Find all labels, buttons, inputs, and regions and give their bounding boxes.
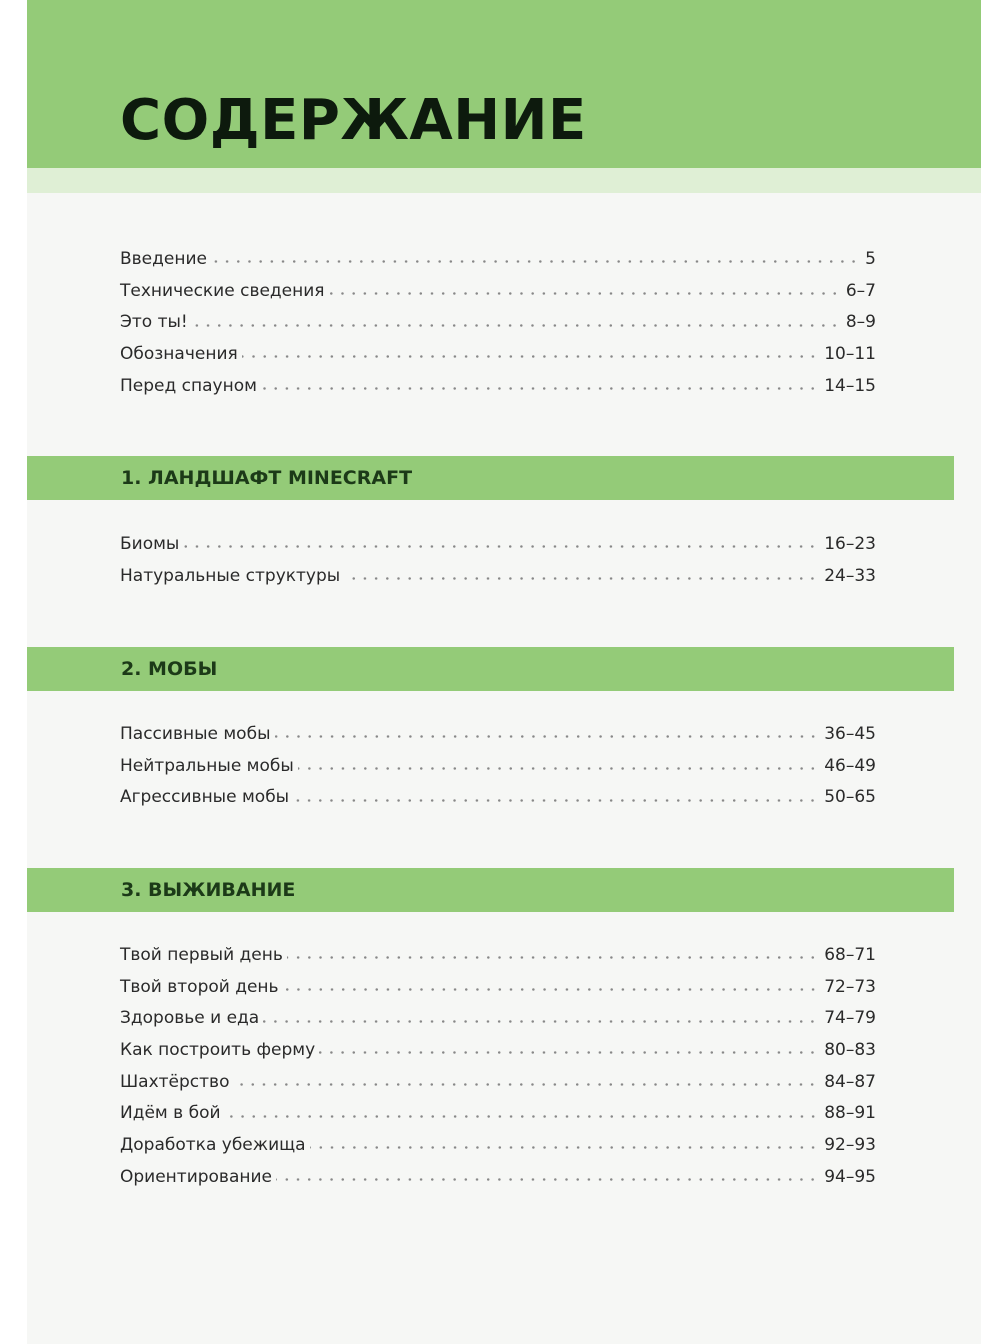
dot-leader <box>310 1146 819 1149</box>
dot-leader <box>192 324 840 327</box>
toc-entry-label: Нейтральные мобы <box>120 755 294 776</box>
dot-leader <box>283 988 819 991</box>
toc-entry-build-farm[interactable] <box>120 1034 876 1066</box>
dot-leader <box>211 260 859 263</box>
toc-entry-legend[interactable] <box>120 338 876 370</box>
section-title: 2. МОБЫ <box>121 658 218 680</box>
toc-entry-label: Перед спауном <box>120 375 257 396</box>
toc-entry-label: Здоровье и еда <box>120 1008 260 1029</box>
toc-entry-label: Технические сведения <box>120 280 325 301</box>
toc-section-3-list <box>120 939 876 1193</box>
toc-entry-biomes[interactable] <box>120 528 876 560</box>
dot-leader <box>329 292 840 295</box>
toc-entry-neutral-mobs[interactable] <box>120 750 876 782</box>
dot-leader <box>276 1178 818 1181</box>
section-header-landscape[interactable] <box>27 456 954 500</box>
toc-entry-label: Это ты! <box>120 312 188 333</box>
toc-entry-passive-mobs[interactable] <box>120 718 876 750</box>
dot-leader <box>263 1020 818 1023</box>
toc-entry-label: Доработка убежища <box>120 1134 306 1155</box>
toc-entry-page: 10–11 <box>824 343 876 364</box>
toc-entry-page: 14–15 <box>824 375 876 396</box>
toc-entry-before-spawn[interactable] <box>120 370 876 402</box>
dot-leader <box>183 545 818 548</box>
toc-entry-page: 68–71 <box>824 944 876 965</box>
dot-leader <box>275 735 819 738</box>
toc-entry-label: Твой первый день <box>120 944 283 965</box>
toc-entry-label: Твой второй день <box>120 976 279 997</box>
dot-leader <box>298 767 818 770</box>
dot-leader <box>344 577 818 580</box>
toc-entry-page: 92–93 <box>824 1134 876 1155</box>
toc-entry-page: 5 <box>865 248 876 269</box>
toc-entry-hostile-mobs[interactable] <box>120 781 876 813</box>
dot-leader <box>261 387 818 390</box>
toc-entry-natural-structures[interactable] <box>120 560 876 592</box>
toc-entry-page: 24–33 <box>824 565 876 586</box>
section-header-survival[interactable] <box>27 868 954 912</box>
toc-entry-label: Биомы <box>120 533 180 554</box>
dot-leader <box>225 1115 819 1118</box>
toc-entry-page: 8–9 <box>845 312 876 333</box>
toc-entry-page: 74–79 <box>824 1008 876 1029</box>
dot-leader <box>293 799 818 802</box>
dot-leader <box>242 355 819 358</box>
toc-entry-page: 80–83 <box>824 1039 876 1060</box>
toc-entry-page: 6–7 <box>845 280 876 301</box>
dot-leader <box>233 1083 818 1086</box>
toc-entry-page: 72–73 <box>824 976 876 997</box>
dot-leader <box>319 1051 818 1054</box>
toc-section-2-list <box>120 718 876 813</box>
header-strip <box>27 168 981 193</box>
toc-entry-orientation[interactable] <box>120 1161 876 1193</box>
toc-entry-page: 46–49 <box>824 755 876 776</box>
toc-entry-label: Агрессивные мобы <box>120 787 290 808</box>
toc-entry-health-and-food[interactable] <box>120 1002 876 1034</box>
toc-intro-list <box>120 243 876 401</box>
toc-entry-page: 88–91 <box>824 1103 876 1124</box>
toc-entry-introduction[interactable] <box>120 243 876 275</box>
toc-entry-label: Пассивные мобы <box>120 723 271 744</box>
toc-entry-page: 36–45 <box>824 723 876 744</box>
toc-entry-combat[interactable] <box>120 1097 876 1129</box>
toc-entry-label: Как построить ферму <box>120 1039 316 1060</box>
toc-entry-label: Введение <box>120 248 207 269</box>
section-header-mobs[interactable] <box>27 647 954 691</box>
dot-leader <box>287 956 818 959</box>
toc-entry-page: 50–65 <box>824 787 876 808</box>
toc-entry-label: Обозначения <box>120 343 238 364</box>
toc-section-1-list <box>120 528 876 591</box>
page-title: СОДЕРЖАНИЕ <box>120 88 587 153</box>
toc-entry-label: Ориентирование <box>120 1166 272 1187</box>
toc-entry-label: Шахтёрство <box>120 1071 230 1092</box>
toc-entry-page: 16–23 <box>824 533 876 554</box>
toc-entry-this-is-you[interactable] <box>120 306 876 338</box>
section-title: 3. ВЫЖИВАНИЕ <box>121 879 296 901</box>
toc-entry-shelter-upgrade[interactable] <box>120 1129 876 1161</box>
toc-entry-page: 94–95 <box>824 1166 876 1187</box>
toc-entry-label: Идём в бой <box>120 1103 221 1124</box>
toc-entry-page: 84–87 <box>824 1071 876 1092</box>
toc-entry-second-day[interactable] <box>120 971 876 1003</box>
toc-entry-mining[interactable] <box>120 1066 876 1098</box>
toc-entry-first-day[interactable] <box>120 939 876 971</box>
toc-entry-technical-info[interactable] <box>120 275 876 307</box>
section-title: 1. ЛАНДШАФТ MINECRAFT <box>121 467 413 489</box>
toc-entry-label: Натуральные структуры <box>120 565 341 586</box>
